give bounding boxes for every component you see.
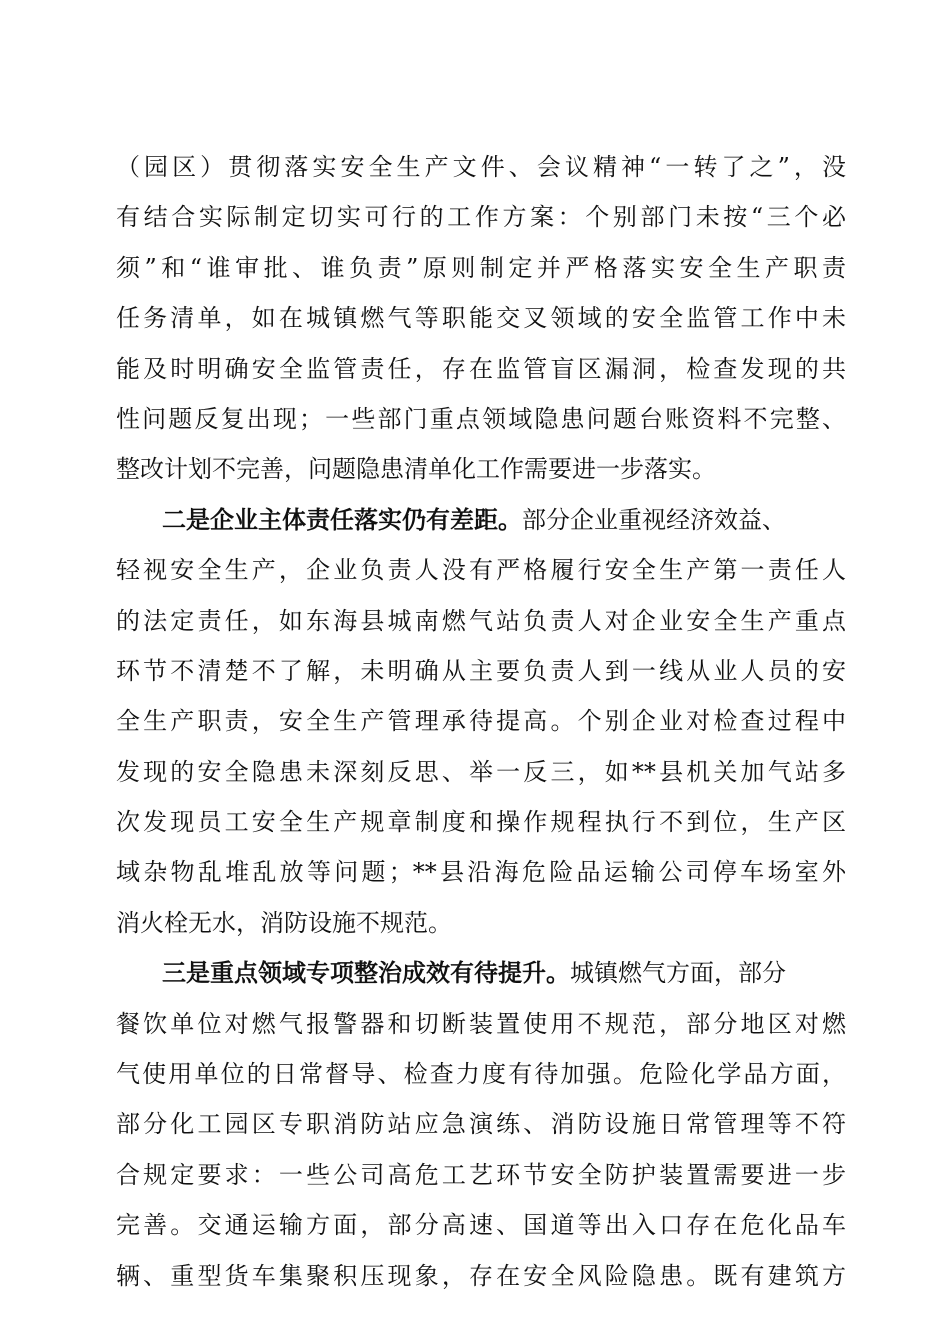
- text-line: 有结合实际制定切实可行的工作方案：个别部门未按“三个必: [116, 203, 846, 232]
- text-line: 消火栓无水，消防设施不规范。: [116, 908, 452, 937]
- text-line: 环节不清楚不了解，未明确从主要负责人到一线从业人员的安: [116, 656, 846, 685]
- text-line-first: [116, 495, 846, 545]
- text-run: 部分企业重视经济效益、: [522, 505, 786, 534]
- paragraph-heading: 二是企业主体责任落实仍有差距。: [162, 504, 522, 534]
- text-line-first: [116, 948, 846, 998]
- document-body: [116, 142, 846, 1301]
- text-line: 的法定责任，如东海县城南燃气站负责人对企业安全生产重点: [116, 606, 846, 635]
- text-line: （园区）贯彻落实安全生产文件、会议精神“一转了之”，没: [116, 153, 846, 181]
- text-line: 餐饮单位对燃气报警器和切断装置使用不规范，部分地区对燃: [116, 1009, 846, 1038]
- paragraph-heading: 三是重点领域专项整治成效有待提升。: [162, 958, 570, 988]
- text-line: 全生产职责，安全生产管理承待提高。个别企业对检查过程中: [116, 707, 846, 736]
- text-line: 轻视安全生产，企业负责人没有严格履行安全生产第一责任人: [116, 556, 846, 585]
- text-line: 辆、重型货车集聚积压现象，存在安全风险隐患。既有建筑方: [116, 1261, 846, 1290]
- text-line: 发现的安全隐患未深刻反思、举一反三，如**县机关加气站多: [116, 757, 846, 786]
- text-line: 整改计划不完善，问题隐患清单化工作需要进一步落实。: [116, 455, 716, 484]
- text-line: 性问题反复出现；一些部门重点领域隐患问题台账资料不完整、: [116, 404, 846, 433]
- text-line: 域杂物乱堆乱放等问题；**县沿海危险品运输公司停车场室外: [116, 858, 846, 887]
- text-line: 须”和“谁审批、谁负责”原则制定并严格落实安全生产职责: [116, 253, 846, 282]
- text-run: 城镇燃气方面，部分: [570, 959, 786, 988]
- text-line: 任务清单，如在城镇燃气等职能交叉领域的安全监管工作中未: [116, 304, 846, 333]
- text-line: 次发现员工安全生产规章制度和操作规程执行不到位，生产区: [116, 808, 846, 837]
- text-line: 气使用单位的日常督导、检查力度有待加强。危险化学品方面，: [116, 1060, 846, 1089]
- paragraph-3: [116, 948, 846, 1301]
- text-line: 部分化工园区专职消防站应急演练、消防设施日常管理等不符: [116, 1110, 846, 1139]
- paragraph-1: [116, 142, 846, 495]
- text-line: 合规定要求：一些公司高危工艺环节安全防护装置需要进一步: [116, 1160, 846, 1189]
- text-line: 完善。交通运输方面，部分高速、国道等出入口存在危化品车: [116, 1211, 846, 1240]
- text-line: 能及时明确安全监管责任，存在监管盲区漏洞，检查发现的共: [116, 354, 846, 383]
- paragraph-2: [116, 495, 846, 949]
